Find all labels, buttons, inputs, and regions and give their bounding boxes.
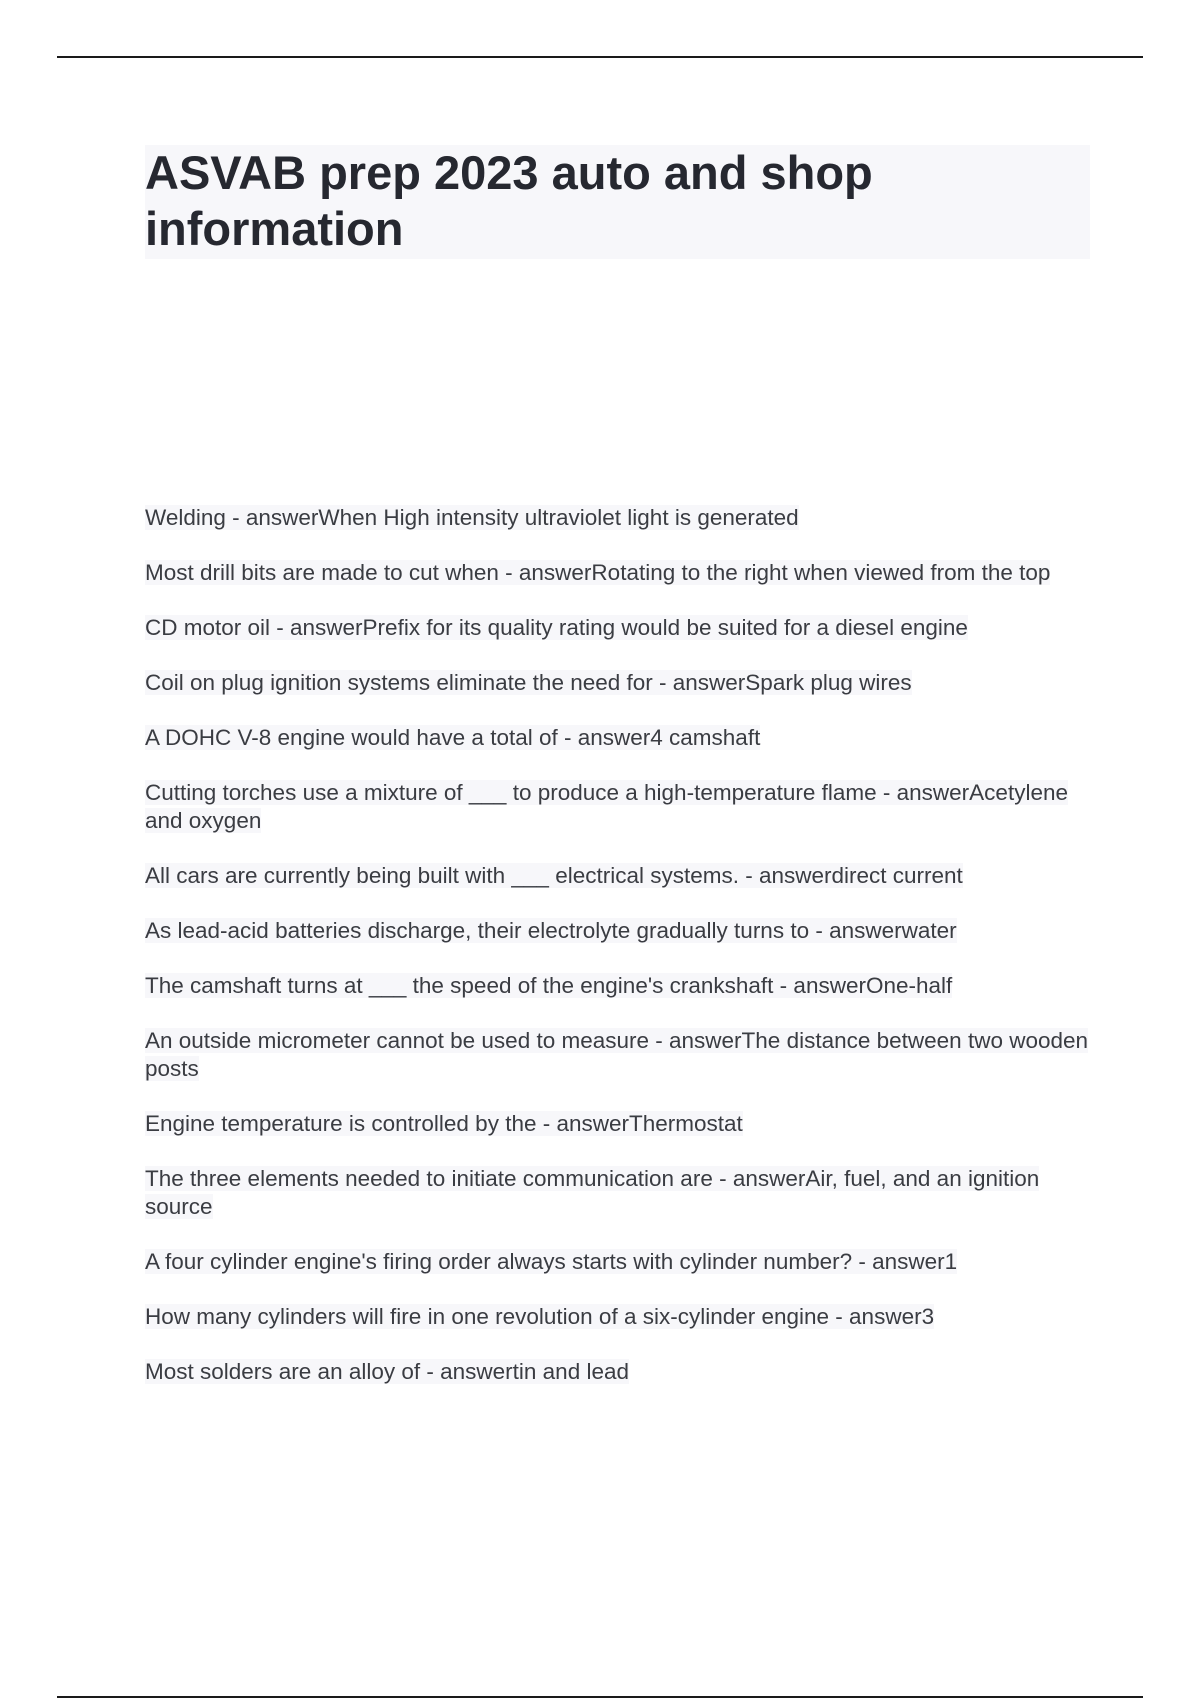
qa-text: How many cylinders will fire in one revolution of a six-cylinder engine - answer3 bbox=[145, 1304, 935, 1329]
qa-item bbox=[145, 917, 1095, 945]
qa-item bbox=[145, 1165, 1095, 1221]
qa-text: The camshaft turns at ___ the speed of the engine's crankshaft - answerOne-half bbox=[145, 973, 953, 998]
qa-item bbox=[145, 614, 1095, 642]
document-title: ASVAB prep 2023 auto and shop information bbox=[145, 146, 873, 255]
qa-text: All cars are currently being built with ___ electrical systems. - answerdirect current bbox=[145, 863, 963, 888]
title-block bbox=[145, 145, 1090, 259]
qa-text: The three elements needed to initiate communication are - answerAir, fuel, and an ignition source bbox=[145, 1166, 1040, 1219]
qa-item bbox=[145, 669, 1095, 697]
qa-item bbox=[145, 724, 1095, 752]
qa-item bbox=[145, 1358, 1095, 1386]
qa-item bbox=[145, 972, 1095, 1000]
qa-text: Cutting torches use a mixture of ___ to produce a high-temperature flame - answerAcetylene and oxygen bbox=[145, 780, 1068, 833]
qa-list bbox=[145, 504, 1095, 1413]
qa-text: Welding - answerWhen High intensity ultraviolet light is generated bbox=[145, 505, 799, 530]
qa-item bbox=[145, 1303, 1095, 1331]
qa-text: CD motor oil - answerPrefix for its quality rating would be suited for a diesel engine bbox=[145, 615, 968, 640]
qa-item bbox=[145, 1110, 1095, 1138]
qa-text: A four cylinder engine's firing order always starts with cylinder number? - answer1 bbox=[145, 1249, 958, 1274]
top-divider bbox=[57, 56, 1143, 58]
qa-text: Most solders are an alloy of - answertin and lead bbox=[145, 1359, 630, 1384]
qa-item bbox=[145, 559, 1095, 587]
qa-item bbox=[145, 1248, 1095, 1276]
qa-item bbox=[145, 504, 1095, 532]
qa-text: Engine temperature is controlled by the - answerThermostat bbox=[145, 1111, 743, 1136]
qa-text: As lead-acid batteries discharge, their electrolyte gradually turns to - answerwater bbox=[145, 918, 957, 943]
qa-text: Coil on plug ignition systems eliminate the need for - answerSpark plug wires bbox=[145, 670, 912, 695]
qa-item bbox=[145, 862, 1095, 890]
qa-text: An outside micrometer cannot be used to measure - answerThe distance between two wooden posts bbox=[145, 1028, 1089, 1081]
qa-text: Most drill bits are made to cut when - answerRotating to the right when viewed from the top bbox=[145, 560, 1051, 585]
qa-text: A DOHC V-8 engine would have a total of - answer4 camshaft bbox=[145, 725, 761, 750]
qa-item bbox=[145, 1027, 1095, 1083]
qa-item bbox=[145, 779, 1095, 835]
bottom-divider bbox=[57, 1696, 1143, 1698]
